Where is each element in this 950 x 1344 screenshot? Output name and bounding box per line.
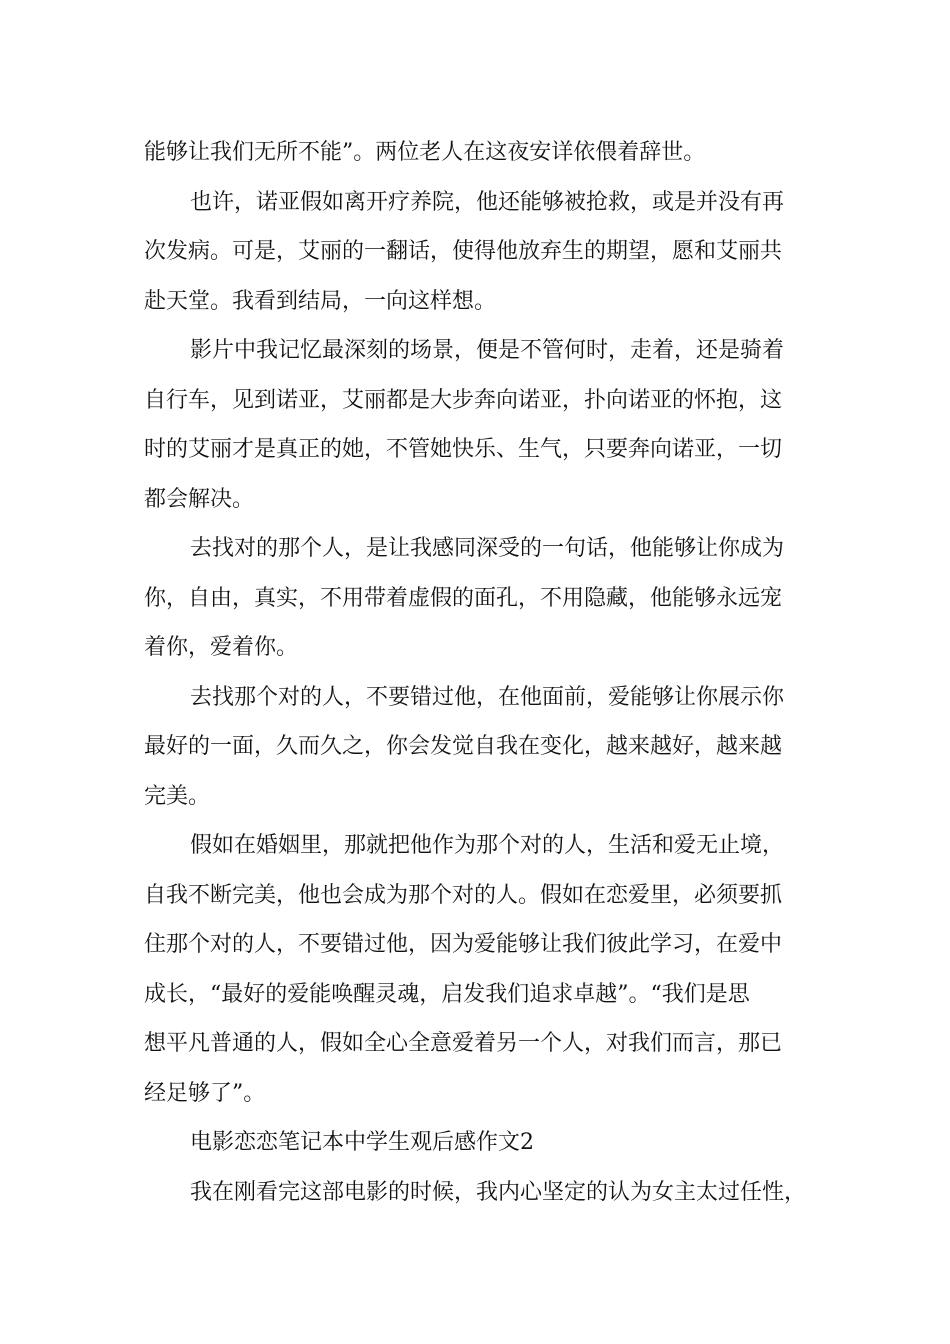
text-line: 想平凡普通的人，假如全心全意爱着另一个人，对我们而言，那已 <box>144 1031 783 1056</box>
heading-line: 电影恋恋笔记本中学生观后感作文2 <box>190 1130 534 1155</box>
text-line: 次发病。可是，艾丽的一翻话，使得他放弃生的期望，愿和艾丽共 <box>144 239 783 264</box>
text-line: 着你，爱着你。 <box>144 635 299 660</box>
paragraph <box>144 821 820 1118</box>
text-line: 自行车，见到诺亚，艾丽都是大步奔向诺亚，扑向诺亚的怀抱，这 <box>144 387 783 413</box>
text-line: 影片中我记忆最深刻的场景，便是不管何时，走着，还是骑着 <box>190 338 785 363</box>
section-heading <box>144 1118 820 1168</box>
paragraph <box>144 128 820 178</box>
document-body <box>144 128 820 1217</box>
text-line: 最好的一面，久而久之，你会发觉自我在变化，越来越好，越来越 <box>144 734 783 759</box>
text-line: 自我不断完美，他也会成为那个对的人。假如在恋爱里，必须要抓 <box>144 882 783 908</box>
text-line: 我在刚看完这部电影的时候，我内心坚定的认为女主太过任性， <box>190 1179 807 1205</box>
text-line: 假如在婚姻里，那就把他作为那个对的人，生活和爱无止境， <box>190 833 785 858</box>
text-line: 也许，诺亚假如离开疗养院，他还能够被抢救，或是并没有再 <box>190 189 785 215</box>
text-line: 时的艾丽才是真正的她，不管她快乐、生气，只要奔向诺亚，一切 <box>144 437 783 462</box>
text-line: 能够让我们无所不能”。两位老人在这夜安详依偎着辞世。 <box>144 140 706 165</box>
text-line: 去找对的那个人，是让我感同深受的一句话，他能够让你成为 <box>190 536 785 561</box>
text-line: 去找那个对的人，不要错过他，在他面前，爱能够让你展示你 <box>190 684 785 710</box>
paragraph <box>144 178 820 327</box>
paragraph <box>144 673 820 822</box>
text-line: 完美。 <box>144 783 211 809</box>
text-line: 成长，“最好的爱能唤醒灵魂，启发我们追求卓越”。“我们是思 <box>144 981 750 1007</box>
text-line: 经足够了”。 <box>144 1080 266 1106</box>
paragraph <box>144 524 820 673</box>
text-line: 住那个对的人，不要错过他，因为爱能够让我们彼此学习，在爱中 <box>144 932 783 957</box>
text-line: 赴天堂。我看到结局，一向这样想。 <box>144 288 497 314</box>
paragraph <box>144 326 820 524</box>
text-line: 你，自由，真实，不用带着虚假的面孔，不用隐藏，他能够永远宠 <box>144 585 783 611</box>
paragraph <box>144 1168 820 1218</box>
text-line: 都会解决。 <box>144 486 255 512</box>
